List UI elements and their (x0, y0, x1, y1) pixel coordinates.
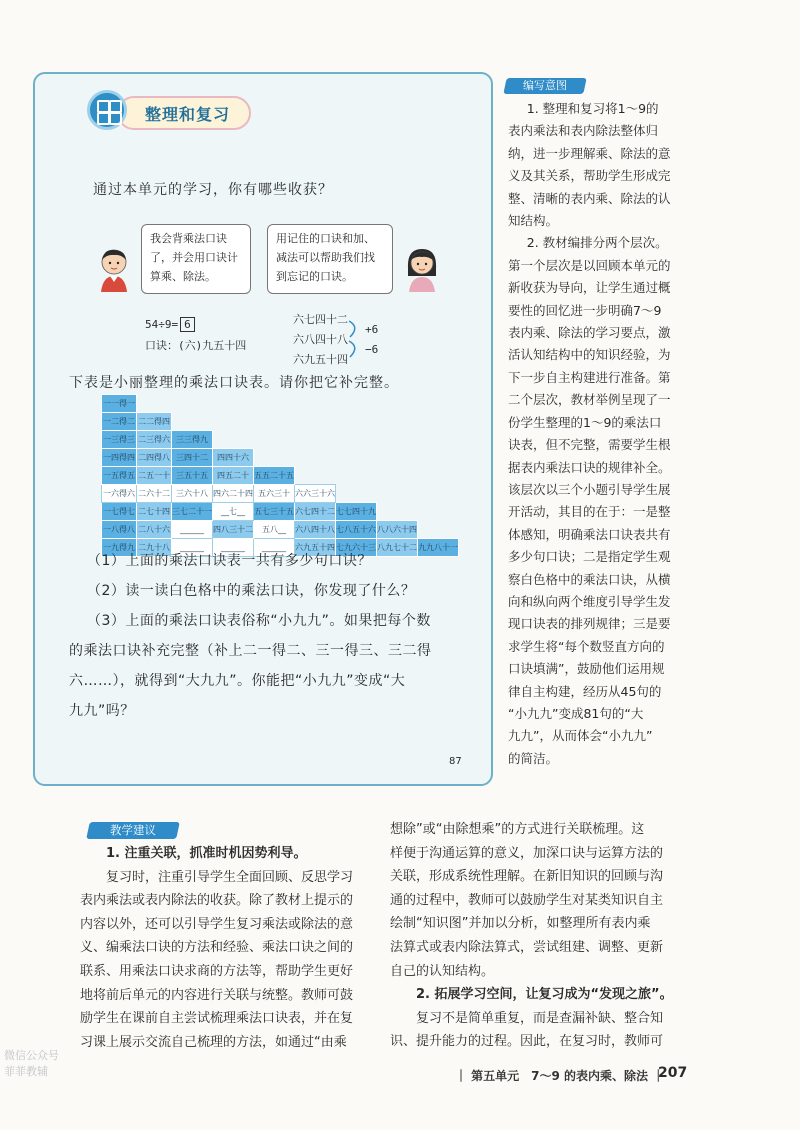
text-line: 该层次以三个小题引导学生展 (508, 481, 671, 497)
division-lhs: 54÷9= (145, 318, 179, 331)
division-rhyme: 口诀：(六)九五十四 (145, 339, 247, 352)
text-line: 二个层次，教材举例呈现了一 (508, 392, 671, 408)
text-line: 义及其关系，帮助学生形成完 (508, 168, 671, 184)
table-cell: 二七十四 (137, 503, 172, 521)
textbook-page (33, 72, 493, 786)
table-cell: 五六三十 (254, 485, 295, 503)
text-line: 1. 注重关联，抓准时机因势利导。 (106, 846, 307, 861)
teaching-right-column (390, 818, 690, 1054)
design-intent-text (508, 98, 688, 770)
text-line: 表内乘法和表内除法整体归 (508, 123, 659, 139)
teaching-suggestion-tag (86, 822, 180, 839)
text-line: 诀表，但不完整，需要学生根 (508, 437, 671, 453)
text-line: 九九”，从而体会“小九九” (508, 728, 653, 744)
footer-unit-title: ｜ 第五单元 7～9 的表内乘、除法 ｜ (455, 1069, 665, 1083)
text-line: 联系、用乘法口诀求商的方法等，帮助学生更好 (80, 963, 354, 979)
text-line: 通的过程中，教师可以鼓励学生对某类知识自主 (390, 892, 664, 908)
text-line: 多少句口诀；二是指定学生观 (508, 549, 671, 565)
table-cell-blank: __七__ (213, 503, 254, 521)
text-line: 份学生整理的1～9的乘法口 (508, 414, 662, 430)
table-cell: 四五二十 (213, 467, 254, 485)
text-line: 地将前后单元的内容进行关联与统整。教师可鼓 (80, 987, 354, 1003)
text-line: 纳，进一步理解乘、除法的意 (508, 145, 671, 161)
text-line: 识、提升能力的过程。因此，在复习时，教师可 (390, 1034, 664, 1050)
text-line: 要性的回忆进一步明确7～9 (508, 302, 662, 318)
derive-list (293, 310, 348, 370)
table-row (102, 503, 459, 521)
derive-op-minus: −6 (365, 343, 379, 356)
text-line: 律自主构建，经历从45句的 (508, 683, 662, 699)
table-cell: 五七三十五 (254, 503, 295, 521)
table-cell: 九九八十一 (418, 539, 459, 557)
table-cell: 四四十六 (213, 449, 254, 467)
text-line: 的简洁。 (508, 750, 559, 766)
text-line: 体感知，明确乘法口诀表共有 (508, 526, 671, 542)
text-line: 向和纵向两个维度引导学生发 (508, 593, 671, 609)
table-cell: 三三得九 (172, 431, 213, 449)
table-cell-blank: ______ (213, 539, 254, 557)
table-cell: 七七四十九 (336, 503, 377, 521)
text-line: 绘制“知识图”并加以分析，如整理所有表内乘 (390, 916, 651, 932)
text-line: 据表内乘法口诀的规律补全。 (508, 459, 671, 475)
text-line: 自己的认知结构。 (390, 963, 495, 979)
derive-op-plus: +6 (365, 323, 379, 336)
derive-line: 六八四十八 (293, 333, 348, 346)
section-title: 整理和复习 (145, 105, 231, 124)
watermark-line: 菲菲教辅 (4, 1065, 48, 1078)
table-cell: 三四十二 (172, 449, 213, 467)
text-line: 知结构。 (508, 213, 559, 229)
text-line: 义、编乘法口诀的方法和经验、乘法口诀之间的 (80, 940, 354, 956)
table-cell: 二四得八 (137, 449, 172, 467)
table-cell: 八九七十二 (377, 539, 418, 557)
text-line: 第一个层次是以回顾本单元的 (508, 257, 671, 273)
grid-icon (87, 90, 127, 130)
table-cell: 四六二十四 (213, 485, 254, 503)
derive-line: 六七四十二 (293, 313, 348, 326)
text-line: 2. 拓展学习空间，让复习成为“发现之旅”。 (416, 987, 673, 1003)
table-cell: 一二得二 (102, 413, 137, 431)
derive-line: 六九五十四 (293, 353, 348, 366)
text-line: 想除”或“由除想乘”的方式进行关联梳理。这 (390, 822, 645, 837)
question-3: （3）上面的乘法口诀表俗称“小九九”。如果把每个数 (87, 613, 431, 629)
division-equation (145, 317, 195, 332)
table-row (102, 485, 459, 503)
boy-avatar-icon (95, 246, 133, 292)
text-line: 口诀填满”，鼓励他们运用规 (508, 661, 665, 677)
table-cell: 三五十五 (172, 467, 213, 485)
table-cell: 一八得八 (102, 521, 137, 539)
table-cell-blank: ______ (254, 539, 295, 557)
multiplication-table (101, 394, 459, 557)
text-line: 表内乘、除法的学习要点，激 (508, 325, 671, 341)
table-cell: 三六十八 (172, 485, 213, 503)
text-line: 下一步自主构建进行准备。第 (508, 369, 671, 385)
design-intent-tag (503, 78, 586, 94)
question-3-cont: 六……），就得到“大九九”。你能把“小九九”变成“大 (69, 673, 406, 689)
table-cell: 一一得一 (102, 395, 137, 413)
text-line: 1. 整理和复习将1～9的 (526, 101, 659, 116)
text-line: 活认知结构中的知识经验，为 (508, 347, 671, 363)
speech-bubble-girl: 用记住的口诀和加、减法可以帮助我们找到忘记的口诀。 (267, 224, 393, 294)
table-cell: 六八四十八 (295, 521, 336, 539)
table-row (102, 521, 459, 539)
speech-bubble-boy: 我会背乘法口诀了，并会用口诀计算乘、除法。 (141, 224, 251, 294)
text-line: 察白色格中的乘法口诀，从横 (508, 571, 671, 587)
table-cell: 二五一十 (137, 467, 172, 485)
footer-page-number: 207 (658, 1065, 688, 1081)
table-cell: 八八六十四 (377, 521, 418, 539)
table-cell: 一九得九 (102, 539, 137, 557)
table-cell: 二六十二 (137, 485, 172, 503)
table-cell: 一三得三 (102, 431, 137, 449)
watermark (4, 1048, 59, 1080)
table-row (102, 431, 459, 449)
text-line: 法算式或表内除法算式，尝试组建、调整、更新 (390, 939, 664, 955)
table-cell: 七九六十三 (336, 539, 377, 557)
table-cell: 五五二十五 (254, 467, 295, 485)
question-3-cont: 的乘法口诀补充完整（补上二一得二、三一得三、三二得 (69, 643, 432, 659)
table-cell: 六九五十四 (295, 539, 336, 557)
question-3-cont: 九九”吗？ (69, 703, 135, 719)
table-cell: 六六三十六 (295, 485, 336, 503)
question-2: （2）读一读白色格中的乘法口诀，你发现了什么？ (87, 583, 416, 599)
text-line: 新收获为导向，让学生通过概 (508, 280, 671, 296)
text-line: 表内乘法或表内除法的收获。除了教材上提示的 (80, 893, 354, 909)
text-line: “小九九”变成81句的“大 (508, 705, 644, 721)
text-line: 样便于沟通运算的意义，加深口诀与运算方法的 (390, 845, 664, 861)
text-line: 关联，形成系统性理解。在新旧知识的回顾与沟 (390, 869, 664, 885)
table-cell: 一五得五 (102, 467, 137, 485)
derive-arrows (347, 317, 363, 361)
design-intent-tag-label: 编写意图 (523, 79, 567, 92)
table-cell: 一四得四 (102, 449, 137, 467)
teaching-tag-label: 教学建议 (110, 823, 156, 837)
watermark-line: 微信公众号 (4, 1049, 59, 1062)
table-cell-blank: ______ (172, 539, 213, 557)
question-1: （1）上面的乘法口诀表一共有多少句口诀？ (87, 553, 372, 569)
table-row (102, 449, 459, 467)
text-line: 整、清晰的表内乘、除法的认 (508, 190, 671, 206)
text-line: 励学生在课前自主尝试梳理乘法口诀表，并在复 (80, 1011, 354, 1027)
text-line: 开活动，其目的在于：一是整 (508, 504, 671, 520)
table-cell: 二八十六 (137, 521, 172, 539)
intro-question: 通过本单元的学习，你有哪些收获？ (93, 182, 333, 198)
text-line: 习课上展示交流自己梳理的方法，如通过“由乘 (80, 1034, 347, 1050)
table-cell: 一六得六 (102, 485, 137, 503)
table-row (102, 413, 459, 431)
teaching-left-column (80, 842, 370, 1054)
girl-avatar-icon (403, 246, 441, 292)
table-cell: 三七二十一 (172, 503, 213, 521)
table-cell: 四八三十二 (213, 521, 254, 539)
text-line: 现口诀表的排列规律；三是要 (508, 616, 671, 632)
text-line: 内容以外，还可以引导学生复习乘法或除法的意 (80, 916, 354, 932)
table-row (102, 395, 459, 413)
table-cell-blank: ______ (172, 521, 213, 539)
table-row (102, 467, 459, 485)
table-cell: 二二得四 (137, 413, 172, 431)
text-line: 2. 教材编排分两个层次。 (526, 235, 668, 251)
table-instruction: 下表是小丽整理的乘法口诀表。请你把它补完整。 (69, 375, 399, 391)
textbook-page-number: 87 (449, 756, 462, 767)
table-cell-blank: 五八__ (254, 521, 295, 539)
division-answer-box: 6 (180, 317, 195, 332)
text-line: 求学生将“每个数竖直方向的 (508, 638, 665, 654)
table-cell: 一七得七 (102, 503, 137, 521)
text-line: 复习时，注重引导学生全面回顾、反思学习 (106, 869, 354, 885)
table-cell: 七八五十六 (336, 521, 377, 539)
text-line: 复习不是简单重复，而是查漏补缺、整合知 (416, 1010, 664, 1026)
table-cell: 六七四十二 (295, 503, 336, 521)
table-cell: 二九十八 (137, 539, 172, 557)
table-cell: 二三得六 (137, 431, 172, 449)
